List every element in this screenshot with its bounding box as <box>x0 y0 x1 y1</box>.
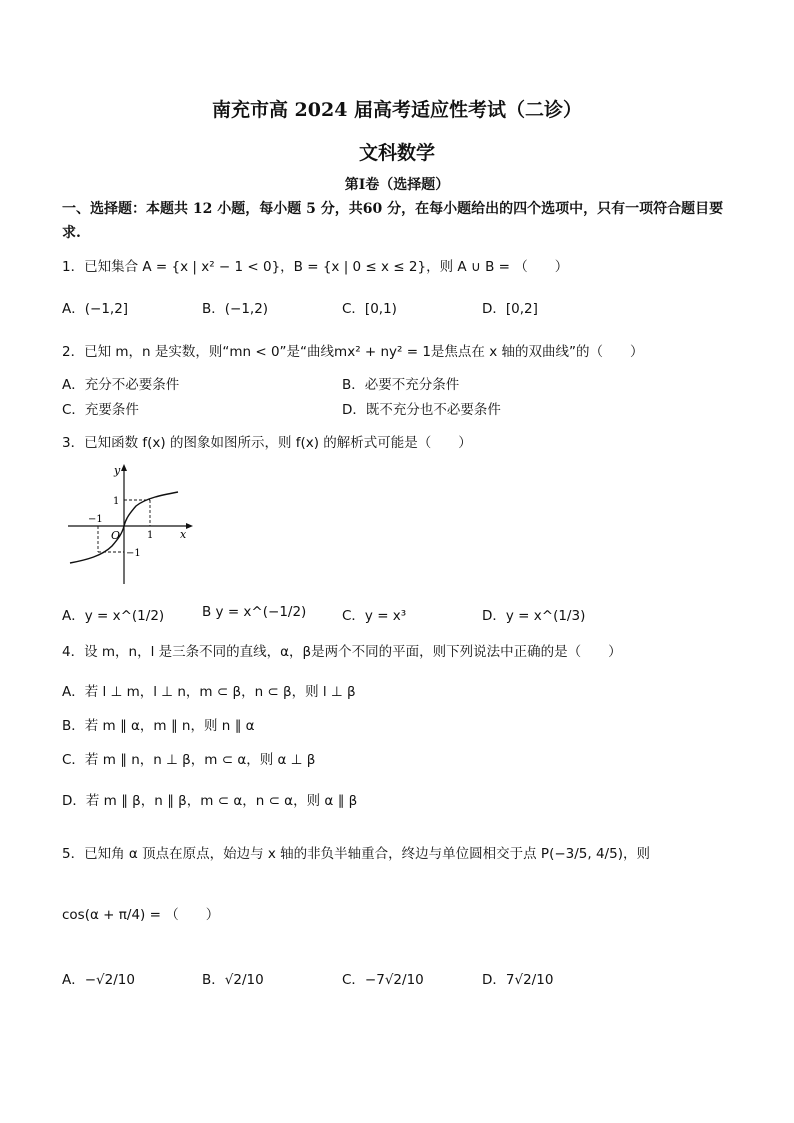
y-label: y <box>114 464 121 477</box>
q4-option-d: D．若 m ∥ β，n ∥ β，m ⊂ α，n ⊂ α，则 α ∥ β <box>62 793 358 809</box>
q3-option-c: C．y = x³ <box>342 608 407 624</box>
q4-option-b: B．若 m ∥ α，m ∥ n，则 n ∥ α <box>62 718 255 734</box>
q2-option-a: A．充分不必要条件 <box>62 377 180 393</box>
q1-option-b: B．(−1,2) <box>202 301 269 317</box>
subject-title: 文科数学 <box>358 142 435 164</box>
q4-option-c: C．若 m ∥ n，n ⊥ β，m ⊂ α，则 α ⊥ β <box>62 752 316 768</box>
q5-option-b: B．√2/10 <box>202 972 264 988</box>
q3-option-b: B y = x^(−1/2) <box>202 604 307 620</box>
q2-option-d: D．既不充分也不必要条件 <box>342 402 501 418</box>
q2-stem: 2．已知 m，n 是实数，则“mn < 0”是“曲线mx² + ny² = 1是焦点在 x 轴的双曲线”的（ ） <box>62 344 644 360</box>
tick-y-1: 1 <box>113 496 120 507</box>
q5-stem-line1: 5．已知角 α 顶点在原点，始边与 x 轴的非负半轴重合，终边与单位圆相交于点 P(−3/5, 4/5)，则 <box>62 846 650 862</box>
q3-option-d: D．y = x^(1/3) <box>482 608 586 624</box>
q1-option-a: A．(−1,2] <box>62 301 129 317</box>
q4-stem: 4．设 m，n，l 是三条不同的直线，α，β是两个不同的平面，则下列说法中正确的是（ ） <box>62 644 622 660</box>
q3-function-graph <box>66 462 196 587</box>
x-axis-arrow <box>186 523 193 529</box>
section-heading: 一、选择题：本题共 12 小题，每小题 5 分，共60 分，在每小题给出的四个选项中，只有一项符合题目要求. <box>62 201 724 241</box>
y-axis-arrow <box>121 464 127 471</box>
q5-option-d: D．7√2/10 <box>482 972 554 988</box>
tick-x-neg1: −1 <box>88 514 103 525</box>
q4-option-a: A．若 l ⊥ m，l ⊥ n，m ⊂ β，n ⊂ β，则 l ⊥ β <box>62 684 356 700</box>
exam-title: 南充市高 2024 届高考适应性考试（二诊） <box>211 99 583 121</box>
q1-option-d: D．[0,2] <box>482 301 538 317</box>
q5-stem-line2: cos(α + π/4) = （ ） <box>62 907 220 923</box>
tick-y-neg1: −1 <box>126 548 141 559</box>
x-label: x <box>180 528 187 541</box>
q3-option-a: A．y = x^(1/2) <box>62 608 165 624</box>
q1-option-c: C．[0,1) <box>342 301 397 317</box>
q1-stem: 1．已知集合 A = {x | x² − 1 < 0}，B = {x | 0 ≤ x ≤ 2}，则 A ∪ B = （ ） <box>62 259 569 275</box>
origin-label: O <box>111 529 121 542</box>
q2-option-b: B．必要不充分条件 <box>342 377 460 393</box>
q5-option-c: C．−7√2/10 <box>342 972 424 988</box>
q5-option-a: A．−√2/10 <box>62 972 135 988</box>
tick-x-1: 1 <box>147 530 154 541</box>
volume-title: 第Ⅰ卷（选择题） <box>344 177 450 193</box>
q3-stem: 3．已知函数 f(x) 的图象如图所示，则 f(x) 的解析式可能是（ ） <box>62 435 472 451</box>
q2-option-c: C．充要条件 <box>62 402 139 418</box>
